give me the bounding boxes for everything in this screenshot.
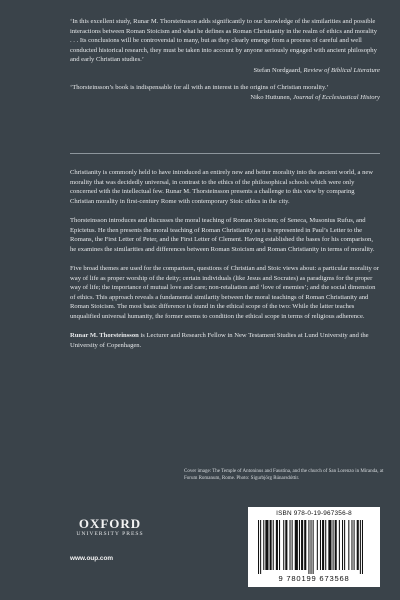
review-1-source: Review of Biblical Literature	[303, 66, 380, 74]
barcode-bar	[270, 520, 272, 570]
barcode-graphic	[258, 520, 370, 574]
publisher-logo	[70, 517, 150, 538]
barcode-bar	[283, 520, 284, 570]
barcode-bar	[311, 520, 312, 574]
barcode-digits: 9 780199 673568	[278, 574, 350, 583]
barcode-bar	[325, 520, 326, 570]
barcode-bar	[304, 520, 306, 570]
author-bio	[70, 331, 380, 350]
barcode-bar	[344, 520, 345, 570]
barcode-bar	[301, 520, 303, 570]
publisher-name: OXFORD	[78, 516, 142, 531]
barcode-bar	[308, 520, 309, 574]
author-name: Runar M. Thorsteinsson	[70, 332, 139, 339]
barcode-bar	[295, 520, 298, 570]
publisher-url: www.oup.com	[70, 555, 114, 562]
barcode-bar	[339, 520, 340, 570]
barcode-bar	[276, 520, 278, 570]
cover-image-credit: Cover image: The Temple of Antoninus and Faustina, and the church of San Lorenzo in Miranda, at Forum Romanum, Rome. Photo: Sigurbjörg Rúnarsdóttir.	[184, 469, 384, 482]
review-2-source: Journal of Ecclesiastical History	[293, 94, 380, 102]
barcode-bar	[328, 520, 331, 570]
review-1-quote: ‘In this excellent study, Runar M. Thorsteinsson adds significantly to our knowledge of the similarities and possible interactions between Roman Stoicism and what he defines as Roman Christianity in the realm of ethics and morality . . . Its conclusions will be controversial to many, but as they clearly emerge from a process of careful and well conducted historical research, they must be taken into account by anyone seriously engaged with ancient philosophy and early Christian studies.’	[70, 18, 378, 64]
description-paragraph-3: Five broad themes are used for the comparison, questions of Christian and Stoic views about: a particular morality or way of life as proper worship of the deity; certain individuals (like Jesus and Socrates) as paradigms for the proper way of life; the importance of mutual love and care; non-retaliation and ‘love of enemies’; and the social dimension of ethics. This approach reveals a fundamental similarity between the moral teachings of Roman Christianity and Roman Stoicism. The most basic difference is found in the ethical scope of the two: While the latter teaches unqualified universal humanity, the former seems to condition the ethical scope in terms of religious adherence.	[70, 265, 379, 320]
review-2-quote: ‘Thorsteinsson’s book is indispensable for all with an interest in the origins of Christian morality.’	[70, 83, 329, 91]
barcode-bar	[260, 520, 261, 574]
divider-rule	[70, 153, 380, 154]
barcode-bar	[285, 520, 287, 570]
author-bio-text: is Lecturer and Research Fellow in New Testament Studies at Lund University and the University of Copenhagen.	[70, 332, 369, 349]
barcode-bar	[317, 520, 318, 570]
barcode-panel	[248, 507, 380, 587]
reviews-section	[70, 17, 380, 103]
description-section	[70, 168, 380, 360]
barcode-bar	[348, 520, 349, 570]
review-2	[70, 83, 380, 103]
barcode-bar	[292, 520, 293, 570]
barcode-bar	[263, 520, 264, 570]
publisher-subtitle: UNIVERSITY PRESS	[76, 531, 144, 537]
barcode-bar	[362, 520, 363, 574]
barcode-bar	[357, 520, 359, 570]
barcode-bar	[299, 520, 300, 570]
review-1-attribution	[70, 66, 380, 76]
isbn-label: ISBN 978-0-19-967356-8	[276, 510, 352, 517]
barcode-bar	[273, 520, 274, 570]
review-1	[70, 17, 380, 76]
barcode-bar	[333, 520, 334, 570]
barcode-bar	[360, 520, 361, 574]
review-1-reviewer: Stefan Nordgaard,	[253, 66, 302, 74]
barcode-bar	[351, 520, 352, 570]
description-paragraph-1: Christianity is commonly held to have introduced an entirely new and better morality into the ancient world, a new morality that was decidedly universal, in contrast to the ethics of the philosophical schools which were only concerned with the intellectual few. Runar M. Thorsteinsson presents a challenge to this view by comparing Christian morality in first-century Rome with contemporary Stoic ethics in the city.	[70, 169, 374, 205]
barcode-bar	[258, 520, 259, 574]
barcode-bar	[313, 520, 314, 574]
barcode-bar	[320, 520, 321, 570]
barcode-bar	[354, 520, 355, 570]
review-2-reviewer: Niko Huttunen,	[250, 94, 292, 102]
barcode-bar	[342, 520, 343, 570]
barcode-bar	[265, 520, 268, 570]
barcode-bar	[322, 520, 324, 570]
barcode-bar	[290, 520, 291, 570]
description-paragraph-2: Thorsteinsson introduces and discusses the moral teaching of Roman Stoicism; of Seneca, Musonius Rufus, and Epictetus. He then presents the moral teaching of Roman Christianity as it is represented in Paul’s Letter to the Romans, the First Letter of Peter, and the First Letter of Clement. Having established the bases for his comparison, he examines the similarities and differences between Roman Stoicism and Roman Christianity in terms of morality.	[70, 217, 375, 253]
barcode-bar	[279, 520, 280, 570]
review-2-attribution	[70, 93, 380, 103]
barcode-bar	[335, 520, 337, 570]
